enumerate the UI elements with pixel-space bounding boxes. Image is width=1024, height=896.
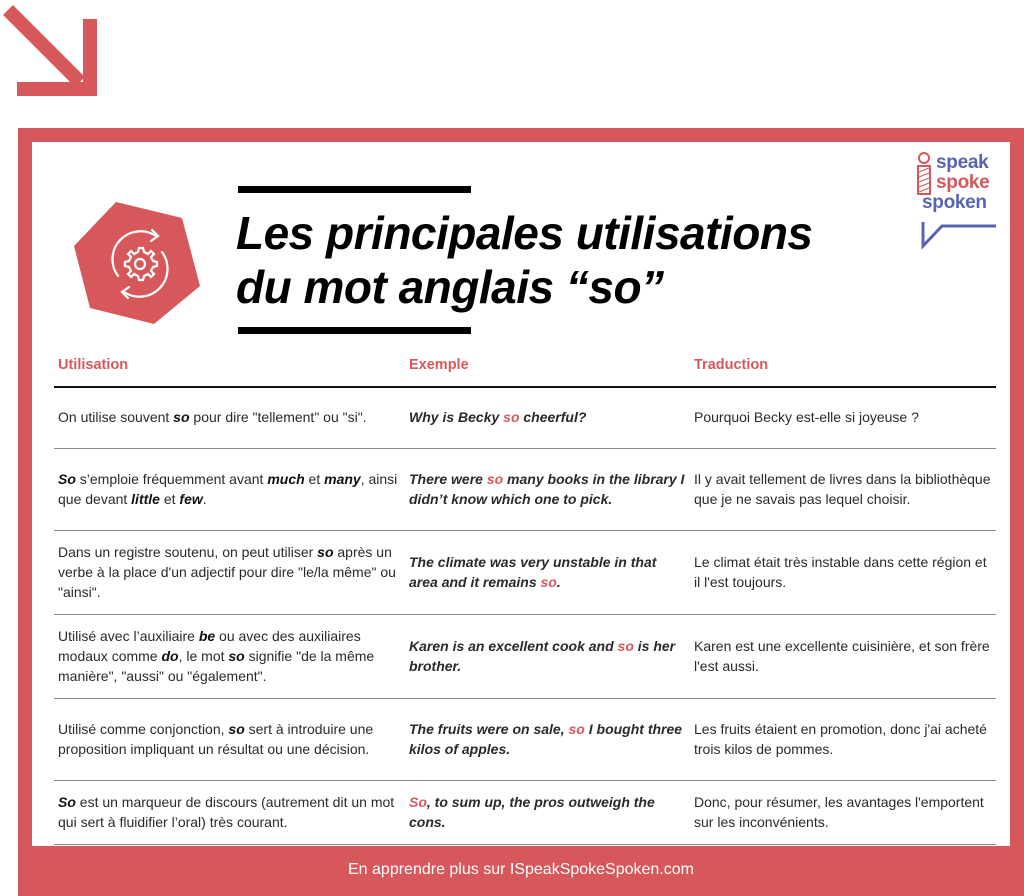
usage-cell xyxy=(54,698,405,780)
text-segment: The fruits were on sale, xyxy=(409,720,569,737)
translation-cell: Les fruits étaient en promotion, donc j'ai acheté trois kilos de pommes. xyxy=(690,698,996,780)
example-cell xyxy=(405,698,690,780)
logo-word-spoken: spoken xyxy=(922,192,987,213)
text-segment: There were xyxy=(409,470,487,487)
text-segment: The climate was very unstable in that area and it remains xyxy=(409,553,657,590)
table-row xyxy=(54,448,996,530)
usage-cell xyxy=(54,448,405,530)
highlight-so: so xyxy=(486,470,504,487)
table-row xyxy=(54,614,996,698)
keyword: so xyxy=(317,543,334,560)
keyword: So xyxy=(58,470,76,487)
table-header-row xyxy=(54,346,996,387)
keyword: be xyxy=(198,627,216,644)
highlight-so: so xyxy=(540,573,557,590)
header-exemple: Exemple xyxy=(405,346,690,387)
speech-tail-icon xyxy=(920,220,1000,250)
text-segment: ou avec des auxiliaires modaux comme xyxy=(58,627,361,664)
keyword: few xyxy=(179,490,203,507)
title-line-1: Les principales utilisations xyxy=(236,207,813,259)
text-segment: signifie "de la même manière", "aussi" ou "également". xyxy=(58,647,375,684)
text-segment: et xyxy=(304,470,325,487)
title-rule-top xyxy=(238,186,471,193)
text-segment: many books in the library I didn’t know which one to pick. xyxy=(409,470,685,507)
gear-cycle-icon xyxy=(74,196,204,328)
highlight-so: So xyxy=(409,793,427,810)
keyword: so xyxy=(173,409,190,426)
text-segment: Karen is an excellent cook and xyxy=(409,637,618,654)
text-segment: , to sum up, the pros outweigh the cons. xyxy=(409,793,655,830)
arrow-down-right-icon xyxy=(0,0,110,110)
keyword: little xyxy=(131,490,160,507)
example-cell xyxy=(405,387,690,448)
text-segment: et xyxy=(159,490,180,507)
keyword: many xyxy=(324,470,361,487)
highlight-so: so xyxy=(617,637,634,654)
text-segment: is her brother. xyxy=(409,637,676,674)
text-segment: Utilisé avec l’auxiliaire xyxy=(58,627,199,644)
text-segment: . xyxy=(556,573,561,590)
text-segment: est un marqueur de discours (autrement dit un mot qui sert à fluidifier l’oral) très courant. xyxy=(58,793,395,830)
example-cell xyxy=(405,530,690,614)
text-segment: Dans un registre soutenu, on peut utiliser xyxy=(58,543,318,560)
text-segment: I bought three kilos of apples. xyxy=(409,720,683,757)
page-title xyxy=(236,206,896,314)
table-row xyxy=(54,780,996,844)
title-line-2: du mot anglais “so” xyxy=(236,261,664,313)
example-cell xyxy=(405,780,690,844)
header-utilisation: Utilisation xyxy=(54,346,405,387)
usage-table xyxy=(54,346,996,845)
keyword: so xyxy=(228,647,245,664)
translation-cell: Le climat était très instable dans cette région et il l'est toujours. xyxy=(690,530,996,614)
text-segment: après un verbe à la place d'un adjectif pour dire "le/la même" ou "ainsi". xyxy=(58,543,396,600)
translation-cell: Pourquoi Becky est-elle si joyeuse ? xyxy=(690,387,996,448)
translation-cell: Donc, pour résumer, les avantages l'emportent sur les inconvénients. xyxy=(690,780,996,844)
text-segment: On utilise souvent xyxy=(58,409,174,426)
logo-word-speak: speak xyxy=(936,152,989,173)
i-letter-icon xyxy=(914,152,934,196)
text-segment: s’emploie fréquemment avant xyxy=(75,470,268,487)
table-row xyxy=(54,698,996,780)
translation-cell: Karen est une excellente cuisinière, et son frère l'est aussi. xyxy=(690,614,996,698)
highlight-so: so xyxy=(503,409,520,426)
keyword: so xyxy=(228,720,245,737)
usage-cell xyxy=(54,530,405,614)
example-cell xyxy=(405,614,690,698)
text-segment: Why is Becky xyxy=(409,409,504,426)
keyword: do xyxy=(161,647,179,664)
footer-link[interactable]: En apprendre plus sur ISpeakSpokeSpoken.com xyxy=(348,861,694,878)
text-segment: . xyxy=(202,490,207,507)
text-segment: sert à introduire une proposition impliquant un résultat ou une décision. xyxy=(58,720,374,757)
translation-cell: Il y avait tellement de livres dans la bibliothèque que je ne savais pas lequel choisir. xyxy=(690,448,996,530)
table-row xyxy=(54,387,996,448)
ispeakspokespoken-logo xyxy=(912,150,1002,250)
text-segment: cheerful? xyxy=(519,409,587,426)
usage-cell xyxy=(54,614,405,698)
keyword: So xyxy=(58,793,76,810)
highlight-so: so xyxy=(568,720,585,737)
example-cell xyxy=(405,448,690,530)
text-segment: , ainsi que devant xyxy=(58,470,398,507)
text-segment: , le mot xyxy=(178,647,229,664)
header-traduction: Traduction xyxy=(690,346,996,387)
logo-word-spoke: spoke xyxy=(936,172,990,193)
title-rule-bottom xyxy=(238,327,471,334)
usage-cell xyxy=(54,387,405,448)
keyword: much xyxy=(267,470,305,487)
usage-cell xyxy=(54,780,405,844)
table-row xyxy=(54,530,996,614)
text-segment: pour dire "tellement" ou "si". xyxy=(189,409,367,426)
text-segment: Utilisé comme conjonction, xyxy=(58,720,229,737)
